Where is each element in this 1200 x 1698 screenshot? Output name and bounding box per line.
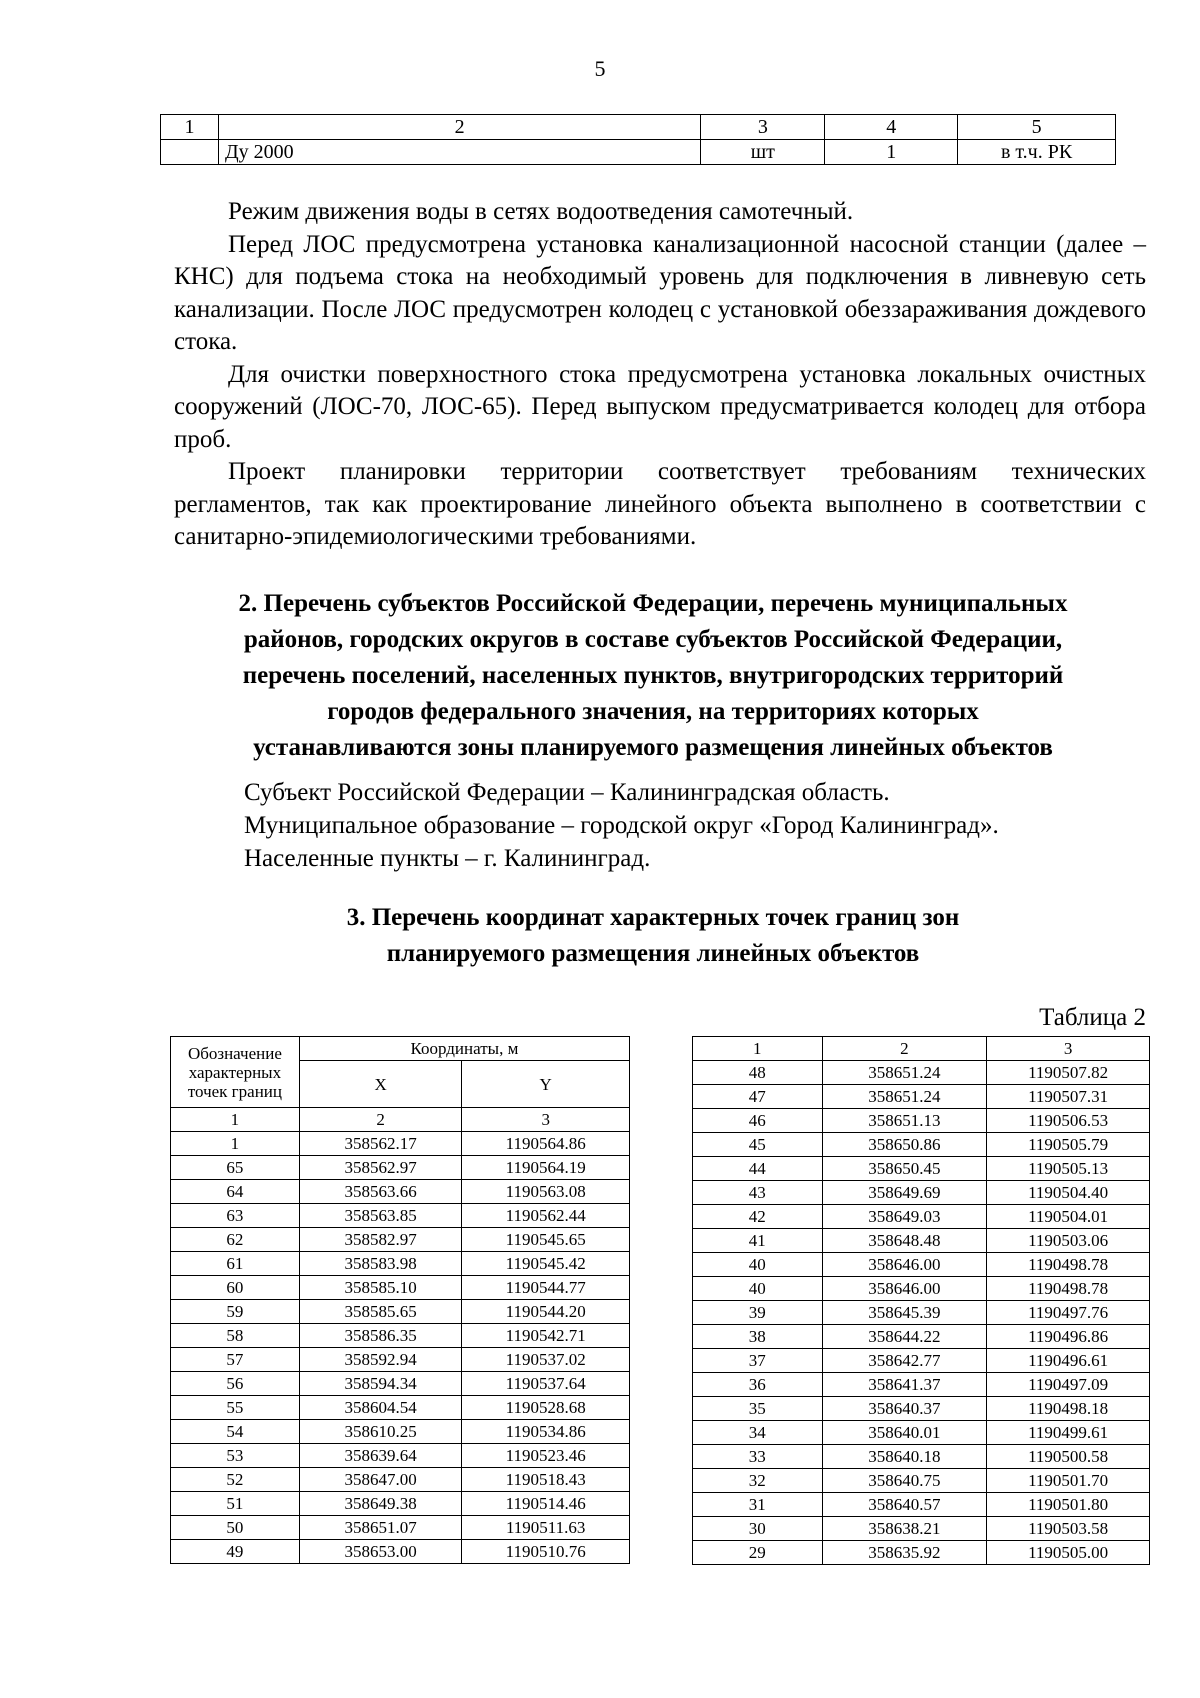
- table-header-row: [161, 115, 1116, 140]
- table-cell: 1190545.65: [462, 1228, 630, 1252]
- table-cell: 54: [171, 1420, 300, 1444]
- table-row: [693, 1085, 1150, 1109]
- table-cell: 358562.17: [299, 1132, 462, 1156]
- table-cell: 1190506.53: [987, 1109, 1150, 1133]
- table-cell: 1190562.44: [462, 1204, 630, 1228]
- table-cell: 40: [693, 1253, 823, 1277]
- table-cell: Ду 2000: [218, 140, 700, 165]
- table-cell: 4: [825, 115, 958, 140]
- table-cell: 358585.65: [299, 1300, 462, 1324]
- table-cell: 40: [693, 1277, 823, 1301]
- table-cell: 36: [693, 1373, 823, 1397]
- locality-line: Субъект Российской Федерации – Калининградская область.: [244, 779, 890, 806]
- table-cell: 2: [822, 1037, 987, 1061]
- table-cell: 1190496.61: [987, 1349, 1150, 1373]
- table-cell: 1190542.71: [462, 1324, 630, 1348]
- table-cell: 358563.85: [299, 1204, 462, 1228]
- table-cell: 358648.48: [822, 1229, 987, 1253]
- heading-line: 3. Перечень координат характерных точек границ зон: [346, 904, 960, 931]
- table-row: [693, 1445, 1150, 1469]
- table-cell: 3: [462, 1108, 630, 1132]
- table-cell: 358582.97: [299, 1228, 462, 1252]
- column-number-row: [171, 1108, 630, 1132]
- table-cell: 55: [171, 1396, 300, 1420]
- table-row: [693, 1517, 1150, 1541]
- section-3-heading: [160, 900, 1146, 972]
- paragraph: Режим движения воды в сетях водоотведения самотечный.: [228, 198, 854, 225]
- table-row: [171, 1348, 630, 1372]
- table-cell: 47: [693, 1085, 823, 1109]
- table-cell: 1190511.63: [462, 1516, 630, 1540]
- table-row: [693, 1253, 1150, 1277]
- locality-line: Муниципальное образование – городской округ «Город Калининград».: [244, 812, 999, 839]
- table-cell: 1190544.20: [462, 1300, 630, 1324]
- table-cell: 42: [693, 1205, 823, 1229]
- table-cell: 45: [693, 1133, 823, 1157]
- paragraph: Проект планировки территории соответствует требованиям технических регламентов, так как проектирование линейного объекта выполнено в соответствии с санитарно-эпидемиологическими требованиями.: [174, 458, 1146, 550]
- table-cell: 358649.69: [822, 1181, 987, 1205]
- table-cell: 358640.37: [822, 1397, 987, 1421]
- table-cell: 43: [693, 1181, 823, 1205]
- table-cell: 56: [171, 1372, 300, 1396]
- heading-line: 2. Перечень субъектов Российской Федерации, перечень муниципальных: [238, 590, 1068, 617]
- table-cell: 358650.86: [822, 1133, 987, 1157]
- table-row: [693, 1229, 1150, 1253]
- table-cell: 1190510.76: [462, 1540, 630, 1564]
- table-cell: 1190505.00: [987, 1541, 1150, 1565]
- equipment-table: [160, 114, 1116, 165]
- table-cell: 358646.00: [822, 1253, 987, 1277]
- heading-line: планируемого размещения линейных объектов: [386, 940, 920, 967]
- table-cell: 358645.39: [822, 1301, 987, 1325]
- table-cell: 358650.45: [822, 1157, 987, 1181]
- table-cell: 29: [693, 1541, 823, 1565]
- table-cell: 1190505.13: [987, 1157, 1150, 1181]
- table-row: [171, 1540, 630, 1564]
- table-cell: 358649.03: [822, 1205, 987, 1229]
- table-cell: 358644.22: [822, 1325, 987, 1349]
- table-cell: 46: [693, 1109, 823, 1133]
- table-cell: 358651.24: [822, 1085, 987, 1109]
- table-cell: 1190523.46: [462, 1444, 630, 1468]
- table-row: [693, 1109, 1150, 1133]
- table-cell: 358583.98: [299, 1252, 462, 1276]
- table-cell: 51: [171, 1492, 300, 1516]
- y-header: Y: [462, 1061, 630, 1108]
- table-cell: 1190501.70: [987, 1469, 1150, 1493]
- table-cell: 1190505.79: [987, 1133, 1150, 1157]
- table-cell: 61: [171, 1252, 300, 1276]
- table-row: [693, 1493, 1150, 1517]
- table-cell: 48: [693, 1061, 823, 1085]
- table-cell: 358651.24: [822, 1061, 987, 1085]
- table-cell: 358638.21: [822, 1517, 987, 1541]
- table-row: [171, 1516, 630, 1540]
- table-cell: 1190497.09: [987, 1373, 1150, 1397]
- table-cell: 38: [693, 1325, 823, 1349]
- table-label: Таблица 2: [1039, 1004, 1146, 1031]
- table-row: [171, 1204, 630, 1228]
- table-header-row: [171, 1037, 630, 1061]
- table-row: [171, 1420, 630, 1444]
- table-cell: 358639.64: [299, 1444, 462, 1468]
- table-cell: 44: [693, 1157, 823, 1181]
- table-row: [171, 1396, 630, 1420]
- heading-line: городов федерального значения, на территориях которых: [327, 698, 979, 725]
- table-cell: [161, 140, 219, 165]
- point-header: Обозначение характерных точек границ: [171, 1037, 300, 1108]
- table-cell: 358649.38: [299, 1492, 462, 1516]
- table-cell: 63: [171, 1204, 300, 1228]
- table-cell: 1: [161, 115, 219, 140]
- table-cell: 1190496.86: [987, 1325, 1150, 1349]
- table-row: [161, 140, 1116, 165]
- section-2-heading: [160, 586, 1146, 766]
- table-cell: 358651.13: [822, 1109, 987, 1133]
- table-cell: 1190545.42: [462, 1252, 630, 1276]
- table-row: [693, 1157, 1150, 1181]
- table-row: [693, 1277, 1150, 1301]
- table-cell: 62: [171, 1228, 300, 1252]
- table-cell: 31: [693, 1493, 823, 1517]
- table-cell: 358640.01: [822, 1421, 987, 1445]
- heading-line: устанавливаются зоны планируемого размещения линейных объектов: [253, 734, 1053, 761]
- x-header: X: [299, 1061, 462, 1108]
- table-cell: 358563.66: [299, 1180, 462, 1204]
- table-row: [171, 1468, 630, 1492]
- table-cell: 1: [825, 140, 958, 165]
- table-cell: 358640.75: [822, 1469, 987, 1493]
- table-row: [693, 1061, 1150, 1085]
- coordinates-table-left: [170, 1036, 630, 1564]
- paragraph: Для очистки поверхностного стока предусмотрена установка локальных очистных сооружений (ЛОС-70, ЛОС-65). Перед выпуском предусматривается колодец для отбора проб.: [174, 360, 1146, 453]
- table-cell: 34: [693, 1421, 823, 1445]
- table-cell: 358604.54: [299, 1396, 462, 1420]
- table-cell: 358653.00: [299, 1540, 462, 1564]
- table-row: [693, 1373, 1150, 1397]
- table-cell: 1190537.64: [462, 1372, 630, 1396]
- table-cell: 358651.07: [299, 1516, 462, 1540]
- table-row: [171, 1300, 630, 1324]
- table-cell: 358646.00: [822, 1277, 987, 1301]
- table-cell: 30: [693, 1517, 823, 1541]
- table-row: [171, 1180, 630, 1204]
- table-row: [171, 1252, 630, 1276]
- table-cell: 1190518.43: [462, 1468, 630, 1492]
- table-cell: 1: [171, 1132, 300, 1156]
- table-cell: 60: [171, 1276, 300, 1300]
- table-cell: 64: [171, 1180, 300, 1204]
- table-cell: 1190528.68: [462, 1396, 630, 1420]
- table-cell: 1190498.18: [987, 1397, 1150, 1421]
- locality-line: Населенные пункты – г. Калининград.: [244, 845, 651, 872]
- table-body: [171, 1132, 630, 1564]
- table-row: [171, 1156, 630, 1180]
- table-cell: 1190498.78: [987, 1253, 1150, 1277]
- table-cell: 3: [701, 115, 825, 140]
- table-cell: 39: [693, 1301, 823, 1325]
- table-cell: в т.ч. РК: [958, 140, 1116, 165]
- table-cell: 358641.37: [822, 1373, 987, 1397]
- table-cell: 53: [171, 1444, 300, 1468]
- table-cell: 5: [958, 115, 1116, 140]
- table-cell: 358642.77: [822, 1349, 987, 1373]
- table-cell: 358647.00: [299, 1468, 462, 1492]
- table-row: [693, 1541, 1150, 1565]
- table-cell: 57: [171, 1348, 300, 1372]
- table-cell: 1190564.19: [462, 1156, 630, 1180]
- table-cell: 50: [171, 1516, 300, 1540]
- table-cell: 1190504.01: [987, 1205, 1150, 1229]
- table-cell: 358640.18: [822, 1445, 987, 1469]
- table-cell: 58: [171, 1324, 300, 1348]
- table-row: [693, 1181, 1150, 1205]
- coordinates-table-right: [692, 1036, 1150, 1565]
- table-row: [171, 1324, 630, 1348]
- table-cell: 358594.34: [299, 1372, 462, 1396]
- table-row: [693, 1397, 1150, 1421]
- table-row: [171, 1444, 630, 1468]
- table-cell: 65: [171, 1156, 300, 1180]
- table-row: [171, 1276, 630, 1300]
- table-cell: 59: [171, 1300, 300, 1324]
- body-text: [174, 196, 1146, 554]
- table-cell: 1190564.86: [462, 1132, 630, 1156]
- table-cell: 358586.35: [299, 1324, 462, 1348]
- table-row: [693, 1205, 1150, 1229]
- table-cell: 1190500.58: [987, 1445, 1150, 1469]
- heading-line: районов, городских округов в составе субъектов Российской Федерации,: [243, 626, 1063, 653]
- table-cell: 2: [218, 115, 700, 140]
- table-cell: 33: [693, 1445, 823, 1469]
- table-cell: 358585.10: [299, 1276, 462, 1300]
- table-cell: 41: [693, 1229, 823, 1253]
- page-number: 5: [594, 56, 606, 81]
- table-cell: 2: [299, 1108, 462, 1132]
- table-cell: 1190537.02: [462, 1348, 630, 1372]
- table-cell: 1190514.46: [462, 1492, 630, 1516]
- table-cell: 32: [693, 1469, 823, 1493]
- table-cell: 52: [171, 1468, 300, 1492]
- table-cell: 49: [171, 1540, 300, 1564]
- table-cell: 358635.92: [822, 1541, 987, 1565]
- coords-header: Координаты, м: [299, 1037, 629, 1061]
- table-cell: шт: [701, 140, 825, 165]
- table-row: [171, 1132, 630, 1156]
- table-cell: 1190497.76: [987, 1301, 1150, 1325]
- table-cell: 358592.94: [299, 1348, 462, 1372]
- table-cell: 1190534.86: [462, 1420, 630, 1444]
- table-row: [693, 1325, 1150, 1349]
- paragraph: Перед ЛОС предусмотрена установка канализационной насосной станции (далее – КНС) для подъема стока на необходимый уровень для подключения в ливневую сеть канализации. После ЛОС предусмотрен колодец с установкой обеззараживания дождевого стока.: [174, 230, 1146, 355]
- table-cell: 37: [693, 1349, 823, 1373]
- table-cell: 35: [693, 1397, 823, 1421]
- table-row: [693, 1421, 1150, 1445]
- table-cell: 3: [987, 1037, 1150, 1061]
- table-cell: 358610.25: [299, 1420, 462, 1444]
- locality-list: [244, 776, 1144, 875]
- table-cell: 1190507.82: [987, 1061, 1150, 1085]
- table-row: [693, 1133, 1150, 1157]
- heading-line: перечень поселений, населенных пунктов, внутригородских территорий: [242, 662, 1064, 689]
- table-row: [693, 1301, 1150, 1325]
- table-cell: 1190503.58: [987, 1517, 1150, 1541]
- table-row: [693, 1469, 1150, 1493]
- table-row: [171, 1492, 630, 1516]
- table-cell: 1: [693, 1037, 823, 1061]
- table-cell: 1190507.31: [987, 1085, 1150, 1109]
- column-number-row: [693, 1037, 1150, 1061]
- table-cell: 1190504.40: [987, 1181, 1150, 1205]
- table-row: [171, 1372, 630, 1396]
- table-cell: 1190499.61: [987, 1421, 1150, 1445]
- table-cell: 1: [171, 1108, 300, 1132]
- table-cell: 1190503.06: [987, 1229, 1150, 1253]
- table-cell: 358640.57: [822, 1493, 987, 1517]
- table-cell: 1190501.80: [987, 1493, 1150, 1517]
- table-row: [171, 1228, 630, 1252]
- table-row: [693, 1349, 1150, 1373]
- table-cell: 1190498.78: [987, 1277, 1150, 1301]
- table-cell: 1190544.77: [462, 1276, 630, 1300]
- table-cell: 1190563.08: [462, 1180, 630, 1204]
- table-cell: 358562.97: [299, 1156, 462, 1180]
- table-body: [693, 1061, 1150, 1565]
